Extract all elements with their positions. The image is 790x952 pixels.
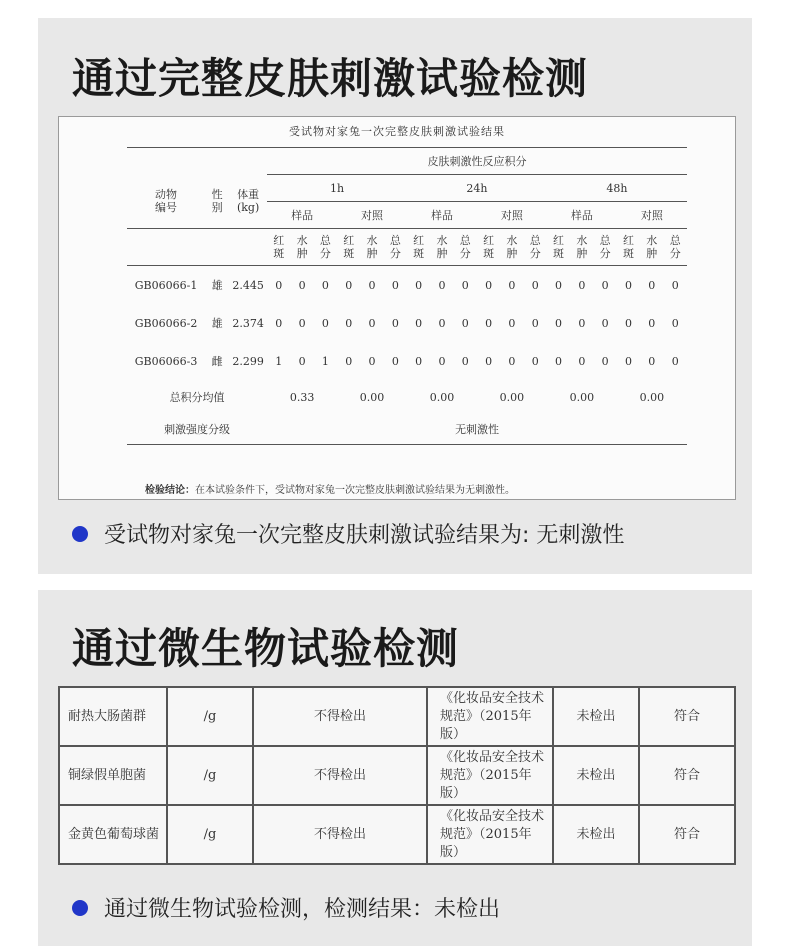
header-sub-top: 总	[389, 234, 401, 247]
microbial-row	[59, 687, 735, 746]
standard-cell: 《化妆品安全技术规范》（2015年版）	[427, 805, 553, 864]
data-row	[127, 304, 687, 342]
score-cell: 0	[624, 316, 632, 330]
score-cell: 0	[384, 266, 407, 305]
score-cell: 0	[663, 266, 687, 305]
microbial-result-table	[58, 686, 736, 865]
header-sub-bottom: 分	[459, 247, 471, 260]
header-sub-item	[384, 229, 407, 266]
conclusion-label: 检验结论：	[145, 485, 195, 496]
standard-cell: 《化妆品安全技术规范》（2015年版）	[427, 687, 553, 746]
header-sub-bottom: 斑	[413, 247, 425, 260]
grade-label: 刺激强度分级	[127, 414, 267, 445]
score-cell: 0	[360, 266, 383, 305]
header-time: 1h	[267, 175, 407, 202]
header-sub-item	[594, 229, 617, 266]
score-cell: 0	[555, 354, 563, 368]
header-sub-bottom: 分	[669, 247, 681, 260]
score-cell: 0	[415, 316, 423, 330]
score-cell: 0	[477, 266, 500, 305]
score-cell: 0	[578, 354, 586, 368]
score-cell: 0	[430, 266, 453, 305]
score-cell: 0	[368, 316, 376, 330]
report-title: 受试物对家兔一次完整皮肤刺激试验结果	[289, 125, 505, 138]
grade-value: 无刺激性	[267, 414, 687, 445]
score-cell: 0	[461, 316, 469, 330]
header-sub-top: 红	[622, 234, 634, 247]
score-cell: 0	[594, 266, 617, 305]
header-sub-item	[477, 229, 500, 266]
header-sub-bottom: 分	[599, 247, 611, 260]
score-cell: 0	[368, 354, 376, 368]
header-sub-top: 总	[529, 234, 541, 247]
score-cell: 0	[298, 316, 306, 330]
header-sub-item	[290, 229, 313, 266]
header-sex	[205, 175, 229, 229]
header-sex-label-1: 性	[211, 188, 223, 202]
score-cell: 0	[415, 354, 423, 368]
header-row-reaction	[127, 148, 687, 175]
organism-name: 铜绿假单胞菌	[59, 746, 167, 805]
microbial-summary	[72, 892, 500, 923]
unit-cell: /g	[167, 805, 253, 864]
score-cell: 0	[454, 266, 477, 305]
result-cell: 未检出	[553, 746, 639, 805]
data-row	[127, 342, 687, 380]
header-sub-item	[360, 229, 383, 266]
average-value: 0.00	[639, 390, 665, 404]
score-cell: 0	[547, 266, 570, 305]
header-sub-bottom: 斑	[273, 247, 285, 260]
header-sub-item	[314, 229, 337, 266]
animal-weight: 2.374	[232, 316, 264, 330]
average-value: 0.00	[429, 390, 455, 404]
microbial-section	[38, 590, 752, 946]
header-sub-item	[337, 229, 360, 266]
header-sub-bottom: 肿	[576, 247, 588, 260]
score-cell: 0	[570, 266, 593, 305]
bullet-dot-icon	[72, 900, 88, 916]
irritation-summary	[72, 518, 624, 549]
score-cell: 1	[275, 354, 283, 368]
header-sub-top: 总	[669, 234, 681, 247]
header-group: 样品	[547, 202, 617, 229]
result-cell: 未检出	[553, 805, 639, 864]
header-sub-top: 水	[506, 234, 518, 247]
header-sub-bottom: 肿	[646, 247, 658, 260]
score-cell: 0	[601, 354, 609, 368]
animal-weight: 2.445	[229, 266, 267, 305]
score-cell: 0	[601, 316, 609, 330]
header-blank	[127, 229, 267, 266]
score-cell: 0	[555, 316, 563, 330]
score-cell: 1	[321, 354, 329, 368]
score-cell: 0	[617, 266, 640, 305]
score-cell: 0	[407, 266, 430, 305]
score-cell: 0	[275, 316, 283, 330]
header-sub-bottom: 肿	[366, 247, 378, 260]
score-cell: 0	[337, 266, 360, 305]
header-reaction: 皮肤刺激性反应积分	[267, 148, 687, 175]
score-cell: 0	[524, 266, 547, 305]
header-group: 对照	[617, 202, 687, 229]
header-sub-bottom: 分	[319, 247, 331, 260]
score-cell: 0	[438, 316, 446, 330]
score-cell: 0	[267, 266, 290, 305]
header-sub-bottom: 斑	[483, 247, 495, 260]
animal-sex: 雌	[211, 354, 223, 368]
score-cell: 0	[640, 266, 663, 305]
header-sub-top: 红	[553, 234, 565, 247]
animal-sex: 雄	[205, 266, 229, 305]
header-blank	[127, 148, 267, 175]
score-cell: 0	[671, 316, 679, 330]
header-group: 对照	[477, 202, 547, 229]
header-row-times	[127, 175, 687, 202]
summary-text: 受试物对家兔一次完整皮肤刺激试验结果为: 无刺激性	[104, 523, 625, 548]
average-value: 0.33	[289, 390, 315, 404]
animal-weight: 2.299	[232, 354, 264, 368]
header-sub-top: 水	[436, 234, 448, 247]
header-sub-item	[430, 229, 453, 266]
score-cell: 0	[461, 354, 469, 368]
header-number-label: 编号	[155, 201, 178, 215]
average-value: 0.00	[569, 390, 595, 404]
header-sub-bottom: 肿	[296, 247, 308, 260]
header-sub-item	[524, 229, 547, 266]
header-sub-bottom: 斑	[622, 247, 634, 260]
score-cell: 0	[578, 316, 586, 330]
score-cell: 0	[438, 354, 446, 368]
header-time: 48h	[547, 175, 687, 202]
skin-irritation-section	[38, 18, 752, 574]
summary-text: 通过微生物试验检测，检测结果：未检出	[104, 897, 501, 922]
header-sub-top: 水	[296, 234, 308, 247]
score-cell: 0	[391, 354, 399, 368]
score-cell: 0	[485, 316, 493, 330]
score-cell: 0	[624, 354, 632, 368]
animal-sex: 雄	[211, 316, 223, 330]
score-cell: 0	[648, 316, 656, 330]
average-value: 0.00	[359, 390, 385, 404]
header-sub-top: 总	[459, 234, 471, 247]
verdict-cell: 符合	[639, 746, 735, 805]
header-animal	[127, 175, 205, 229]
grade-row	[127, 414, 687, 445]
header-group: 对照	[337, 202, 407, 229]
header-sub-top: 水	[576, 234, 588, 247]
header-weight-label: 体重	[237, 188, 260, 202]
header-sub-bottom: 肿	[506, 247, 518, 260]
limit-cell: 不得检出	[253, 687, 427, 746]
header-sub-item	[570, 229, 593, 266]
header-sub-item	[407, 229, 430, 266]
verdict-cell: 符合	[639, 805, 735, 864]
score-cell: 0	[671, 354, 679, 368]
score-cell: 0	[531, 354, 539, 368]
header-sub-top: 总	[599, 234, 611, 247]
data-row	[127, 266, 687, 305]
header-sub-item	[547, 229, 570, 266]
header-sub-item	[617, 229, 640, 266]
header-sub-item	[454, 229, 477, 266]
average-label: 总积分均值	[169, 390, 225, 404]
header-weight	[229, 175, 267, 229]
header-sub-top: 水	[646, 234, 658, 247]
score-cell: 0	[508, 316, 516, 330]
header-sub-top: 红	[343, 234, 355, 247]
limit-cell: 不得检出	[253, 746, 427, 805]
score-cell: 0	[290, 266, 313, 305]
organism-name: 金黄色葡萄球菌	[59, 805, 167, 864]
header-sub-bottom: 斑	[343, 247, 355, 260]
header-sex-label-2: 别	[211, 201, 223, 215]
score-cell: 0	[345, 354, 353, 368]
animal-id: GB06066-1	[127, 266, 205, 305]
header-sub-bottom: 肿	[436, 247, 448, 260]
report-conclusion	[145, 481, 515, 496]
header-sub-top: 红	[483, 234, 495, 247]
header-sub-bottom: 分	[389, 247, 401, 260]
header-sub-top: 水	[366, 234, 378, 247]
irritation-report-image	[58, 116, 736, 500]
header-sub-item	[663, 229, 687, 266]
score-cell: 0	[485, 354, 493, 368]
section-title: 通过微生物试验检测	[72, 624, 460, 673]
result-cell: 未检出	[553, 687, 639, 746]
score-cell: 0	[321, 316, 329, 330]
verdict-cell: 符合	[639, 687, 735, 746]
score-cell: 0	[314, 266, 337, 305]
header-sub-item	[267, 229, 290, 266]
header-sub-item	[500, 229, 523, 266]
average-value: 0.00	[499, 390, 525, 404]
animal-id: GB06066-2	[134, 316, 198, 330]
header-row-sub	[127, 229, 687, 266]
score-cell: 0	[298, 354, 306, 368]
header-group: 样品	[267, 202, 337, 229]
unit-cell: /g	[167, 687, 253, 746]
score-cell: 0	[531, 316, 539, 330]
microbial-row	[59, 805, 735, 864]
header-sub-bottom: 斑	[553, 247, 565, 260]
score-cell: 0	[391, 316, 399, 330]
header-animal-label: 动物	[155, 188, 178, 202]
microbial-row	[59, 746, 735, 805]
header-sub-top: 红	[273, 234, 285, 247]
unit-cell: /g	[167, 746, 253, 805]
irritation-score-table	[127, 147, 687, 445]
score-cell: 0	[500, 266, 523, 305]
animal-id: GB06066-3	[134, 354, 198, 368]
header-weight-unit: (kg)	[236, 201, 260, 215]
average-row	[127, 380, 687, 414]
bullet-dot-icon	[72, 526, 88, 542]
score-cell: 0	[508, 354, 516, 368]
standard-cell: 《化妆品安全技术规范》（2015年版）	[427, 746, 553, 805]
score-cell: 0	[345, 316, 353, 330]
header-time: 24h	[407, 175, 547, 202]
score-cell: 0	[648, 354, 656, 368]
limit-cell: 不得检出	[253, 805, 427, 864]
organism-name: 耐热大肠菌群	[59, 687, 167, 746]
header-sub-bottom: 分	[529, 247, 541, 260]
conclusion-text: 在本试验条件下，受试物对家兔一次完整皮肤刺激试验结果为无刺激性。	[195, 485, 515, 496]
section-title: 通过完整皮肤刺激试验检测	[72, 54, 589, 103]
header-sub-top: 总	[319, 234, 331, 247]
header-group: 样品	[407, 202, 477, 229]
header-sub-top: 红	[413, 234, 425, 247]
header-sub-item	[640, 229, 663, 266]
